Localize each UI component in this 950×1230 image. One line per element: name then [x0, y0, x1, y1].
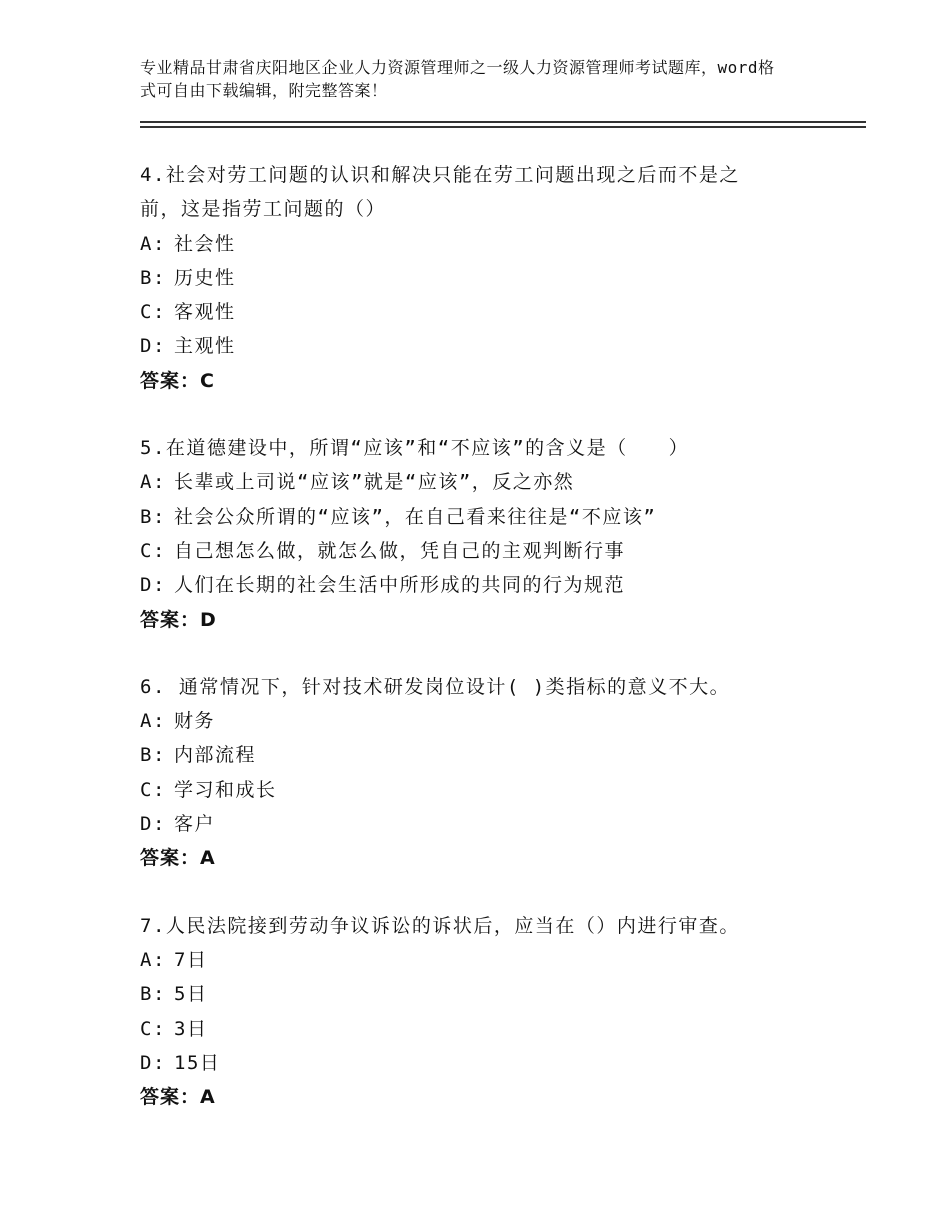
option-key: B: [140, 744, 166, 767]
option-text: 7日 [174, 948, 208, 971]
option-text: 学习和成长 [174, 778, 277, 801]
answer-label: 答案：D [140, 608, 217, 631]
option-key: D: [140, 813, 166, 836]
option-text: 历史性 [174, 266, 236, 289]
option-text: 财务 [174, 710, 216, 733]
document-header: 专业精品甘肃省庆阳地区企业人力资源管理师之一级人力资源管理师考试题库，word格式可自由下载编辑，附完整答案！ [140, 58, 775, 100]
option-c [140, 773, 820, 807]
question-7 [140, 909, 820, 1115]
option-b [140, 977, 820, 1011]
question-stem: 6. 通常情况下，针对技术研发岗位设计( )类指标的意义不大。 [140, 675, 731, 698]
question-list [140, 158, 820, 1147]
header-divider-top [140, 121, 866, 123]
question-stem: 4.社会对劳工问题的认识和解决只能在劳工问题出现之后而不是之前，这是指劳工问题的（） [140, 164, 740, 221]
option-text: 内部流程 [174, 744, 257, 767]
option-b [140, 738, 820, 772]
option-key: D: [140, 1051, 166, 1074]
option-d [140, 329, 820, 363]
option-d [140, 568, 820, 602]
option-c [140, 295, 820, 329]
option-key: B: [140, 266, 166, 289]
option-a [140, 465, 820, 499]
option-text: 3日 [174, 1017, 208, 1040]
option-key: B: [140, 505, 166, 528]
option-key: C: [140, 778, 166, 801]
option-text: 15日 [174, 1051, 221, 1074]
option-c [140, 534, 820, 568]
option-text: 社会性 [174, 232, 236, 255]
option-d [140, 1046, 820, 1080]
option-key: C: [140, 539, 166, 562]
option-text: 5日 [174, 983, 208, 1006]
option-d [140, 807, 820, 841]
option-key: D: [140, 574, 166, 597]
option-key: A: [140, 710, 166, 733]
answer-label: 答案：A [140, 847, 216, 870]
question-5 [140, 431, 820, 637]
option-key: D: [140, 335, 166, 358]
option-text: 自己想怎么做，就怎么做，凭自己的主观判断行事 [174, 539, 626, 562]
option-a [140, 704, 820, 738]
question-stem: 5.在道德建设中，所谓“应该”和“不应该”的含义是（ ） [140, 437, 690, 460]
option-key: A: [140, 948, 166, 971]
question-stem: 7.人民法院接到劳动争议诉讼的诉状后，应当在（）内进行审查。 [140, 914, 740, 937]
option-a [140, 227, 820, 261]
option-text: 主观性 [174, 335, 236, 358]
answer-label: 答案：C [140, 369, 215, 392]
option-text: 长辈或上司说“应该”就是“应该”，反之亦然 [174, 471, 575, 494]
option-text: 社会公众所谓的“应该”，在自己看来往往是“不应该” [174, 505, 657, 528]
option-key: C: [140, 1017, 166, 1040]
question-6 [140, 670, 820, 876]
option-text: 人们在长期的社会生活中所形成的共同的行为规范 [174, 574, 626, 597]
option-b [140, 261, 820, 295]
option-a [140, 943, 820, 977]
option-key: A: [140, 471, 166, 494]
option-key: C: [140, 301, 166, 324]
option-c [140, 1012, 820, 1046]
option-b [140, 500, 820, 534]
option-key: B: [140, 983, 166, 1006]
header-divider-bottom [140, 126, 866, 128]
option-key: A: [140, 232, 166, 255]
answer-label: 答案：A [140, 1086, 216, 1109]
option-text: 客户 [174, 813, 216, 836]
question-4 [140, 158, 820, 398]
option-text: 客观性 [174, 301, 236, 324]
